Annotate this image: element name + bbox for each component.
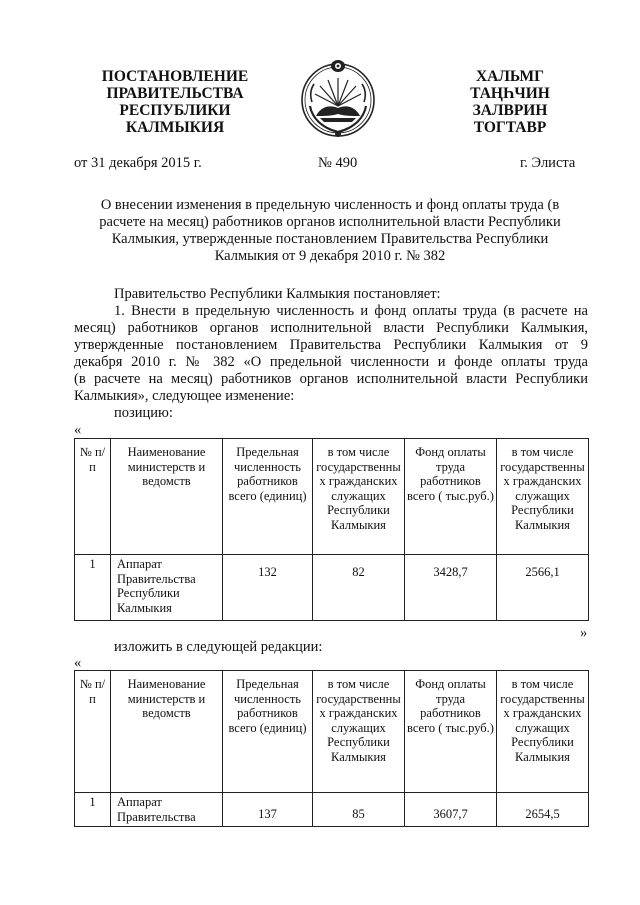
position-label: позицию: [114, 405, 173, 421]
cell-number: 1 [75, 555, 111, 621]
coat-of-arms-emblem [298, 56, 378, 142]
close-quote: » [580, 625, 588, 641]
subject-line: Калмыкия, утвержденные постановлением Правительства Республики [111, 231, 549, 247]
cell-civil: 82 [313, 555, 405, 621]
header-right-line: ТОГТАВР [473, 119, 547, 136]
column-header-civil: в том числе государственных гражданских служащих Республики Калмыкия [313, 671, 405, 793]
subject-line: Калмыкия от 9 декабря 2010 г. № 382 [214, 248, 446, 264]
column-header-civil: в том числе государственных гражданских служащих Республики Калмыкия [313, 439, 405, 555]
cell-civil: 85 [313, 793, 405, 827]
document-number: № 490 [318, 155, 358, 171]
subject-line: О внесении изменения в предельную численность и фонд оплаты труда (в [100, 197, 560, 213]
cell-number: 1 [75, 793, 111, 827]
header-right-title [440, 68, 580, 136]
subject-line: расчете на месяц) работников органов исполнительной власти Республики [99, 214, 561, 230]
cell-civil-fund: 2654,5 [497, 793, 589, 827]
column-header-name: Наименование министерств и ведомств [111, 439, 223, 555]
open-quote: « [74, 422, 82, 438]
column-header-number: № п/п [75, 439, 111, 555]
cell-name: Аппарат Правительства [111, 793, 223, 827]
paragraph-line: утвержденные постановлением Правительства Республики Калмыкия от 9 [74, 337, 588, 353]
replace-label: изложить в следующей редакции: [114, 639, 323, 655]
paragraph-line: декабря 2010 г. № 382 «О предельной численности и фонде оплаты труда [74, 354, 588, 370]
cell-staff: 137 [223, 793, 313, 827]
open-quote-second: « [74, 655, 82, 671]
cell-staff: 132 [223, 555, 313, 621]
cell-name: Аппарат Правительства Республики Калмыкия [111, 555, 223, 621]
paragraph-line: 1. Внести в предельную численность и фонд оплаты труда (в расчете на [114, 303, 588, 319]
table-new-position [74, 670, 589, 827]
cell-fund: 3607,7 [405, 793, 497, 827]
cell-fund: 3428,7 [405, 555, 497, 621]
document-subject [70, 197, 590, 265]
column-header-name: Наименование министерств и ведомств [111, 671, 223, 793]
column-header-civil-fund: в том числе государственных гражданских служащих Республики Калмыкия [497, 439, 589, 555]
column-header-staff: Предельная численность работников всего (единиц) [223, 671, 313, 793]
header-left-line: ПРАВИТЕЛЬСТВА [106, 85, 244, 102]
header-left-line: ПОСТАНОВЛЕНИЕ [101, 68, 249, 85]
header-right-line: ЗАЛВРИН [472, 102, 548, 119]
column-header-civil-fund: в том числе государственных гражданских служащих Республики Калмыкия [497, 671, 589, 793]
header-left-title [95, 68, 255, 136]
paragraph-line: (в расчете на месяц) работников органов исполнительной власти Республики [74, 371, 588, 387]
header-left-line: РЕСПУБЛИКИ [119, 102, 231, 119]
table-old-position [74, 438, 589, 621]
table-header-row [75, 439, 589, 555]
document-date: от 31 декабря 2015 г. [74, 155, 202, 171]
body-intro: Правительство Республики Калмыкия постановляет: [114, 286, 441, 302]
header-right-line: ХАЛЬМГ [475, 68, 545, 85]
column-header-fund: Фонд оплаты труда работников всего ( тыс.руб.) [405, 439, 497, 555]
cell-civil-fund: 2566,1 [497, 555, 589, 621]
column-header-fund: Фонд оплаты труда работников всего ( тыс.руб.) [405, 671, 497, 793]
table-header-row [75, 671, 589, 793]
body-paragraph [74, 303, 588, 405]
coat-of-arms-icon [298, 56, 378, 142]
table-row [75, 793, 589, 827]
header-right-line: ТАҢҺЧИН [470, 85, 550, 102]
paragraph-line: Калмыкия», следующее изменение: [74, 388, 295, 404]
document-city: г. Элиста [520, 155, 576, 171]
column-header-staff: Предельная численность работников всего (единиц) [223, 439, 313, 555]
header-left-line: КАЛМЫКИЯ [125, 119, 225, 136]
paragraph-line: месяц) работников органов исполнительной власти Республики Калмыкия, [74, 320, 588, 336]
column-header-number: № п/п [75, 671, 111, 793]
table-row [75, 555, 589, 621]
